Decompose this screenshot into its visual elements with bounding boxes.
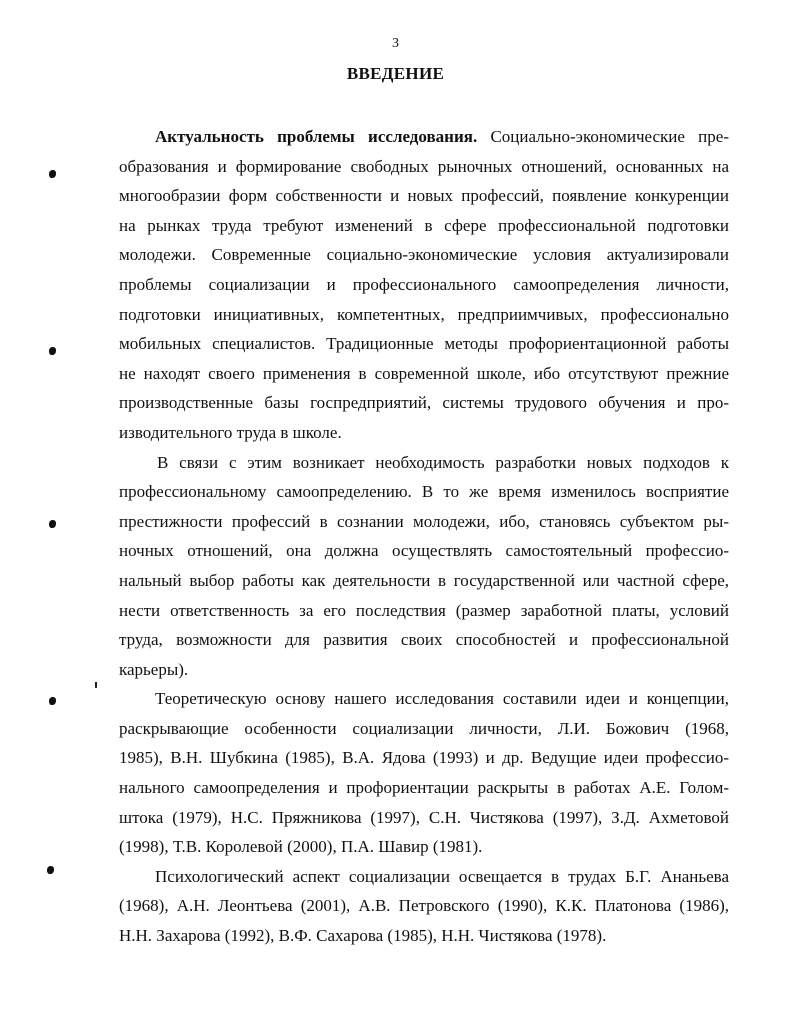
- scan-speck: [95, 682, 97, 688]
- paragraph-2-line: профессиональному самоопределению. В то же время изменилось восприятие: [119, 482, 729, 502]
- paragraph-3-line: штока (1979), Н.С. Пряжникова (1997), С.Н. Чистякова (1997), З.Д. Ахметовой: [119, 807, 729, 827]
- binding-hole-mark: [47, 866, 54, 874]
- paragraph-2-line: нальный выбор работы как деятельности в государственной или частной сфере,: [119, 570, 729, 590]
- paragraph-1-line: мобильных специалистов. Традиционные методы профориентационной работы: [119, 334, 729, 354]
- paragraph-1: [119, 122, 729, 448]
- paragraph-1-lead: Актуальность проблемы исследования.: [155, 127, 478, 146]
- document-body: [119, 122, 729, 951]
- paragraph-1-line: образования и формирование свободных рыночных отношений, основанных на: [119, 156, 729, 176]
- binding-hole-mark: [49, 697, 56, 705]
- paragraph-2-line: В связи с этим возникает необходимость разработки новых подходов к: [157, 452, 729, 472]
- paragraph-1-line: подготовки инициативных, компетентных, предприимчивых, профессионально: [119, 304, 729, 324]
- paragraph-3-line: Теоретическую основу нашего исследования составили идеи и концепции,: [155, 689, 729, 709]
- paragraph-1-line: производственные базы госпредприятий, системы трудового обучения и про-: [119, 393, 729, 413]
- paragraph-3-line: нального самоопределения и профориентации раскрыты в работах А.Е. Голом-: [119, 778, 729, 798]
- paragraph-3-line: (1998), Т.В. Королевой (2000), П.А. Шавир (1981).: [119, 837, 483, 857]
- paragraph-1-line: на рынках труда требуют изменений в сфере профессиональной подготовки: [119, 215, 729, 235]
- paragraph-3-line: раскрывающие особенности социализации личности, Л.И. Божович (1968,: [119, 718, 729, 738]
- paragraph-3: [119, 684, 729, 862]
- paragraph-1-line: молодежи. Современные социально-экономические условия актуализировали: [119, 245, 729, 265]
- paragraph-2-line: труда, возможности для развития своих способностей и профессиональной: [119, 630, 729, 650]
- paragraph-2-line: ночных отношений, она должна осуществлять самостоятельный профессио-: [119, 541, 729, 561]
- paragraph-4-line: (1968), А.Н. Леонтьева (2001), А.В. Петровского (1990), К.К. Платонова (1986),: [119, 896, 729, 916]
- paragraph-1-line: Социально-экономические пре-: [477, 127, 729, 146]
- paragraph-4-line: Н.Н. Захарова (1992), В.Ф. Сахарова (1985), Н.Н. Чистякова (1978).: [119, 926, 607, 946]
- paragraph-1-line: изводительного труда в школе.: [119, 422, 342, 442]
- paragraph-2-line: престижности профессий в сознании молодежи, ибо, становясь субъектом ры-: [119, 511, 729, 531]
- paragraph-1-line: не находят своего применения в современной школе, ибо отсутствуют прежние: [119, 363, 729, 383]
- paragraph-1-line: многообразии форм собственности и новых профессий, появление конкуренции: [119, 186, 729, 206]
- binding-hole-mark: [49, 347, 56, 355]
- paragraph-1-line: проблемы социализации и профессионального самоопределения личности,: [119, 274, 729, 294]
- paragraph-3-line: 1985), В.Н. Шубкина (1985), В.А. Ядова (1993) и др. Ведущие идеи профессио-: [119, 748, 729, 768]
- paragraph-2-line: нести ответственность за его последствия (размер заработной платы, условий: [119, 600, 729, 620]
- paragraph-2-line: карьеры).: [119, 659, 189, 679]
- paragraph-2: [119, 448, 729, 685]
- binding-hole-mark: [49, 520, 56, 528]
- page-heading: ВВЕДЕНИЕ: [346, 64, 445, 83]
- page-number: 3: [392, 36, 399, 51]
- binding-hole-mark: [49, 170, 56, 178]
- paragraph-4: [119, 862, 729, 951]
- paragraph-4-line: Психологический аспект социализации освещается в трудах Б.Г. Ананьева: [155, 866, 729, 886]
